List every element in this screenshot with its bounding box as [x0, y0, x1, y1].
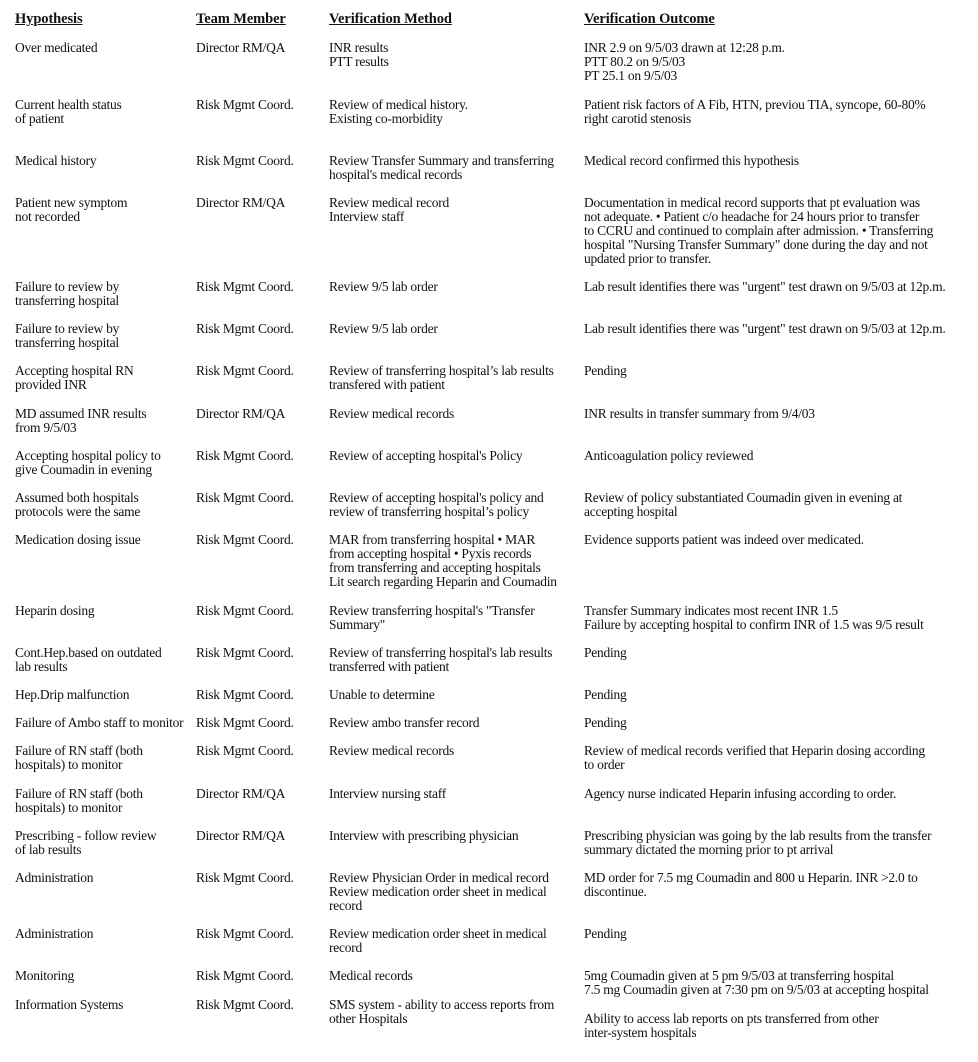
hypothesis-cell: Failure to review by transferring hospital	[15, 279, 120, 308]
team-member-cell: Director RM/QA	[196, 40, 286, 55]
team-member-cell: Risk Mgmt Coord.	[196, 997, 294, 1012]
verification-method-cell: MAR from transferring hospital • MAR from accepting hospital • Pyxis records from transferring and accepting hospitals Lit search regarding Heparin and Coumadin	[329, 532, 557, 589]
verification-outcome-cell: Evidence supports patient was indeed over medicated.	[584, 532, 864, 547]
hypothesis-cell: Medical history	[15, 153, 97, 168]
verification-method-cell: Review ambo transfer record	[329, 715, 480, 730]
hypothesis-cell: MD assumed INR results from 9/5/03	[15, 406, 147, 435]
hypothesis-cell: Administration	[15, 870, 94, 885]
team-member-cell: Risk Mgmt Coord.	[196, 279, 294, 294]
verification-outcome-cell: Anticoagulation policy reviewed	[584, 448, 754, 463]
verification-outcome-cell: Review of policy substantiated Coumadin given in evening at accepting hospital	[584, 490, 903, 519]
hypothesis-cell: Failure of RN staff (both hospitals) to monitor	[15, 743, 143, 772]
verification-method-cell: SMS system - ability to access reports from other Hospitals	[329, 997, 555, 1026]
hypothesis-cell: Prescribing - follow review of lab results	[15, 828, 157, 857]
header-team-member: Team Member	[196, 11, 286, 27]
verification-outcome-cell: Medical record confirmed this hypothesis	[584, 153, 799, 168]
team-member-cell: Risk Mgmt Coord.	[196, 968, 294, 983]
hypothesis-cell: Failure of RN staff (both hospitals) to monitor	[15, 786, 143, 815]
verification-method-cell: Review Physician Order in medical record Review medication order sheet in medical record	[329, 870, 549, 913]
verification-method-cell: Review of transferring hospital’s lab results transfered with patient	[329, 363, 554, 392]
hypothesis-cell: Over medicated	[15, 40, 98, 55]
verification-method-cell: Review medication order sheet in medical record	[329, 926, 547, 955]
team-member-cell: Risk Mgmt Coord.	[196, 490, 294, 505]
verification-outcome-cell: INR results in transfer summary from 9/4/03	[584, 406, 815, 421]
verification-outcome-cell: Pending	[584, 926, 627, 941]
verification-method-cell: Review 9/5 lab order	[329, 279, 438, 294]
verification-method-cell: Review medical record Interview staff	[329, 195, 449, 224]
hypothesis-cell: Failure to review by transferring hospital	[15, 321, 120, 350]
hypothesis-cell: Medication dosing issue	[15, 532, 141, 547]
hypothesis-cell: Administration	[15, 926, 94, 941]
team-member-cell: Risk Mgmt Coord.	[196, 926, 294, 941]
team-member-cell: Risk Mgmt Coord.	[196, 532, 294, 547]
team-member-cell: Director RM/QA	[196, 828, 286, 843]
hypothesis-cell: Current health status of patient	[15, 97, 122, 126]
verification-method-cell: Interview with prescribing physician	[329, 828, 519, 843]
verification-method-cell: Review of medical history. Existing co-morbidity	[329, 97, 468, 126]
verification-outcome-cell: Pending	[584, 645, 627, 660]
team-member-cell: Risk Mgmt Coord.	[196, 97, 294, 112]
verification-method-cell: Unable to determine	[329, 687, 435, 702]
team-member-cell: Director RM/QA	[196, 406, 286, 421]
team-member-cell: Risk Mgmt Coord.	[196, 603, 294, 618]
team-member-cell: Risk Mgmt Coord.	[196, 448, 294, 463]
header-verification-method: Verification Method	[329, 11, 452, 27]
verification-outcome-cell: Lab result identifies there was "urgent" test drawn on 9/5/03 at 12p.m.	[584, 321, 946, 336]
verification-outcome-cell: Pending	[584, 715, 627, 730]
team-member-cell: Risk Mgmt Coord.	[196, 870, 294, 885]
team-member-cell: Risk Mgmt Coord.	[196, 743, 294, 758]
verification-outcome-cell: Review of medical records verified that Heparin dosing according to order	[584, 743, 925, 772]
hypothesis-cell: Information Systems	[15, 997, 124, 1012]
hypothesis-cell: Failure of Ambo staff to monitor	[15, 715, 184, 730]
verification-outcome-cell: Transfer Summary indicates most recent INR 1.5 Failure by accepting hospital to confirm INR of 1.5 was 9/5 result	[584, 603, 924, 632]
verification-method-cell: Review 9/5 lab order	[329, 321, 438, 336]
hypothesis-cell: Cont.Hep.based on outdated lab results	[15, 645, 162, 674]
hypothesis-cell: Heparin dosing	[15, 603, 95, 618]
verification-method-cell: Review transferring hospital's "Transfer Summary"	[329, 603, 535, 632]
team-member-cell: Risk Mgmt Coord.	[196, 363, 294, 378]
verification-method-cell: Review medical records	[329, 406, 454, 421]
verification-outcome-cell: Lab result identifies there was "urgent" test drawn on 9/5/03 at 12p.m.	[584, 279, 946, 294]
hypothesis-cell: Accepting hospital policy to give Coumadin in evening	[15, 448, 161, 477]
team-member-cell: Risk Mgmt Coord.	[196, 687, 294, 702]
verification-outcome-cell: Patient risk factors of A Fib, HTN, previou TIA, syncope, 60-80% right carotid stenosis	[584, 97, 926, 126]
verification-method-cell: Interview nursing staff	[329, 786, 446, 801]
verification-method-cell: Review of accepting hospital's Policy	[329, 448, 523, 463]
team-member-cell: Risk Mgmt Coord.	[196, 321, 294, 336]
header-verification-outcome: Verification Outcome	[584, 11, 715, 27]
verification-method-cell: Review medical records	[329, 743, 454, 758]
team-member-cell: Risk Mgmt Coord.	[196, 153, 294, 168]
verification-outcome-cell: Agency nurse indicated Heparin infusing according to order.	[584, 786, 897, 801]
team-member-cell: Director RM/QA	[196, 786, 286, 801]
verification-outcome-cell: Pending	[584, 363, 627, 378]
hypothesis-cell: Patient new symptom not recorded	[15, 195, 128, 224]
verification-outcome-cell: Ability to access lab reports on pts transferred from other inter-system hospitals	[584, 1011, 879, 1040]
verification-outcome-cell: 5mg Coumadin given at 5 pm 9/5/03 at transferring hospital 7.5 mg Coumadin given at 7:30 pm on 9/5/03 at accepting hospital	[584, 968, 929, 997]
hypothesis-cell: Monitoring	[15, 968, 75, 983]
verification-method-cell: Review of accepting hospital's policy and review of transferring hospital’s policy	[329, 490, 544, 519]
team-member-cell: Risk Mgmt Coord.	[196, 645, 294, 660]
hypothesis-cell: Assumed both hospitals protocols were the same	[15, 490, 141, 519]
hypothesis-cell: Hep.Drip malfunction	[15, 687, 130, 702]
verification-outcome-cell: Prescribing physician was going by the lab results from the transfer summary dictated the morning prior to pt arrival	[584, 828, 932, 857]
verification-outcome-cell: MD order for 7.5 mg Coumadin and 800 u Heparin. INR >2.0 to discontinue.	[584, 870, 918, 899]
verification-outcome-cell: INR 2.9 on 9/5/03 drawn at 12:28 p.m. PTT 80.2 on 9/5/03 PT 25.1 on 9/5/03	[584, 40, 785, 83]
hypothesis-cell: Accepting hospital RN provided INR	[15, 363, 134, 392]
team-member-cell: Risk Mgmt Coord.	[196, 715, 294, 730]
verification-method-cell: INR results PTT results	[329, 40, 389, 69]
verification-outcome-cell: Pending	[584, 687, 627, 702]
verification-method-cell: Medical records	[329, 968, 413, 983]
header-hypothesis: Hypothesis	[15, 11, 83, 27]
team-member-cell: Director RM/QA	[196, 195, 286, 210]
verification-method-cell: Review of transferring hospital's lab results transferred with patient	[329, 645, 553, 674]
verification-outcome-cell: Documentation in medical record supports that pt evaluation was not adequate. • Patient c/o headache for 24 hours prior to transfer to CCRU and continued to complain after admission. • Transferring hospital "Nursing Transfer Summary" done during the day and not updated prior to transfer.	[584, 195, 934, 266]
verification-method-cell: Review Transfer Summary and transferring hospital's medical records	[329, 153, 554, 182]
